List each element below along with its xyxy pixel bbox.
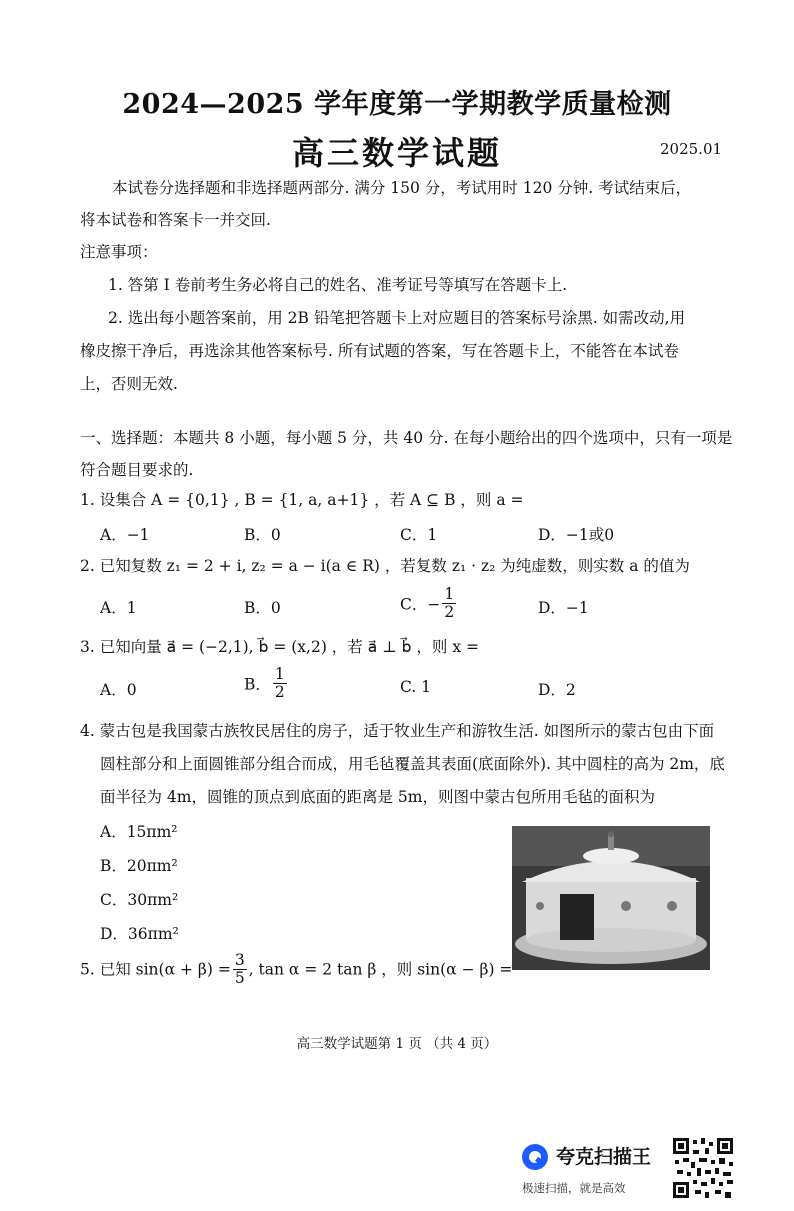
intro-line-2: 将本试卷和答案卡一并交回. [80,211,271,229]
fraction-denominator: 2 [274,683,285,701]
question-5-prefix: 5. 已知 sin(α + β) = [80,960,231,979]
question-2-option-c [400,586,458,621]
question-1-option-c: C．1 [400,526,438,544]
intro-line-1: 本试卷分选择题和非选择题两部分. 满分 150 分，考试用时 120 分钟. 考试结束后， [112,179,692,197]
notice-item-2-line-3: 上，否则无效. [80,375,178,393]
question-4-option-a: A．15πm² [100,823,178,841]
yurt-wall-bottom [526,928,696,952]
scanner-slogan: 极速扫描，就是高效 [522,1181,626,1195]
fraction-numerator: 1 [274,665,285,683]
question-2-option-a: A．1 [100,599,137,617]
scanner-watermark [520,1140,670,1200]
scanner-logo-icon [520,1142,550,1172]
question-5-stem [80,952,512,987]
yurt-top-ornament [608,831,614,837]
yurt-roof-top [583,848,639,864]
question-4-stem-line-2: 圆柱部分和上面圆锥部分组合而成，用毛毡覆盖其表面(底面除外). 其中圆柱的高为 2m，底 [100,755,725,773]
fraction-denominator: 5 [234,969,245,987]
question-5-suffix: , tan α = 2 tan β ，则 sin(α − β) = [248,960,513,979]
question-3-option-a: A．0 [100,681,137,699]
question-1-option-d: D．−1或0 [538,526,615,544]
yurt-window-1 [621,901,631,911]
section-1-heading: 一、选择题：本题共 8 小题，每小题 5 分，共 40 分. 在每小题给出的四个选项中，只有一项是 [80,429,733,447]
fraction [233,952,247,987]
question-2-stem: 2. 已知复数 z₁ = 2 + i, z₂ = a − i(a ∈ R) ，若复数 z₁ · z₂ 为纯虚数，则实数 a 的值为 [80,557,690,575]
question-4-option-b: B．20πm² [100,857,178,875]
notice-item-2-line-1: 2. 选出每小题答案前，用 2B 铅笔把答题卡上对应题目的答案标号涂黑. 如需改动,用 [108,309,686,327]
question-3-option-b [244,666,289,701]
yurt-window-3 [536,902,544,910]
fraction-numerator: 3 [234,951,245,969]
notice-item-2-line-2: 橡皮擦干净后，再选涂其他答案标号. 所有试题的答案，写在答题卡上，不能答在本试卷 [80,342,679,360]
fraction-numerator: 1 [444,585,455,603]
question-4-option-d: D．36πm² [100,925,179,943]
scanner-brand-name: 夸克扫描王 [556,1146,652,1168]
yurt-door [560,894,594,940]
question-2-option-b: B．0 [244,599,281,617]
page-footer: 高三数学试题第 1 页 （共 4 页） [296,1036,498,1052]
question-4-stem-line-1: 4. 蒙古包是我国蒙古族牧民居住的房子，适于牧业生产和游牧生活. 如图所示的蒙古包由下面 [80,722,715,740]
question-3-option-c: C. 1 [400,678,432,696]
notice-label: 注意事项： [80,243,158,261]
notice-item-1: 1. 答第 I 卷前考生务必将自己的姓名、准考证号等填写在答题卡上. [108,276,568,294]
question-4-stem-line-3: 面半径为 4m，圆锥的顶点到底面的距离是 5m，则图中蒙古包所用毛毡的面积为 [100,788,655,806]
fraction [273,666,287,701]
question-2-option-d: D．−1 [538,599,589,617]
section-1-heading-cont: 符合题目要求的. [80,461,194,479]
question-1-stem: 1. 设集合 A = {0,1} , B = {1, a, a+1} ，若 A ⊆ B ，则 a = [80,491,524,509]
yurt-window-2 [667,901,677,911]
qr-code-icon [671,1136,735,1200]
fraction [442,586,456,621]
question-3-stem: 3. 已知向量 a⃗ = (−2,1), b⃗ = (x,2) ，若 a⃗ ⊥ b⃗ ，则 x = [80,638,480,656]
question-4-option-c: C．30πm² [100,891,179,909]
fraction-denominator: 2 [444,603,455,621]
question-3-option-b-prefix: B． [244,675,271,694]
question-1-option-a: A．−1 [100,526,150,544]
exam-header-title: 2024—2025 学年度第一学期教学质量检测 [122,89,672,120]
exam-date: 2025.01 [660,140,723,158]
yurt-photo [512,826,710,970]
question-3-option-d: D．2 [538,681,576,699]
question-2-option-c-prefix: C．− [400,595,441,614]
question-1-option-b: B．0 [244,526,281,544]
exam-subject-title: 高三数学试题 [291,134,502,172]
